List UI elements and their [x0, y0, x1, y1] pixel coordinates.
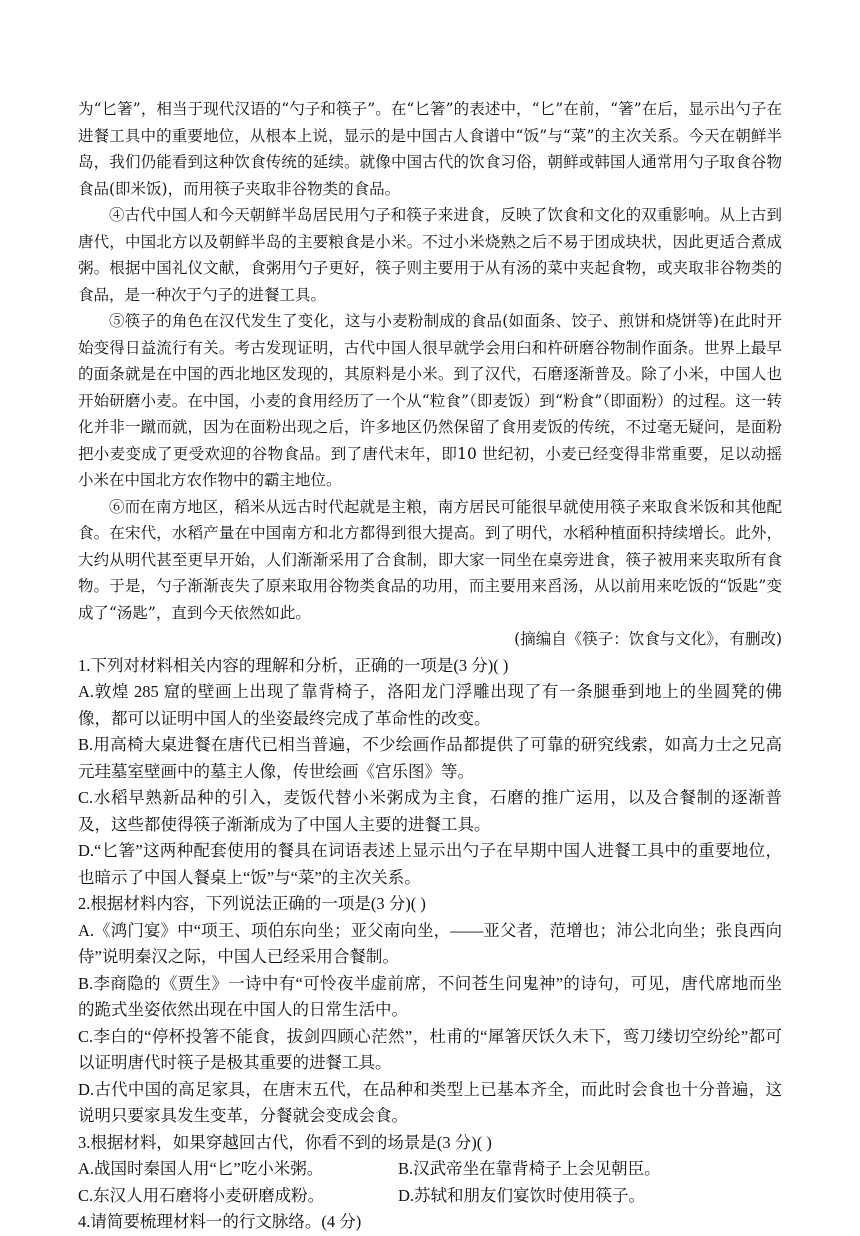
- question-4: [78, 1209, 782, 1236]
- question-2-option-a: A.《鸿门宴》中“项王、项伯东向坐；亚父南向坐，——亚父者，范增也；沛公北向坐；张良西向侍”说明秦汉之际，中国人已经采用合餐制。: [78, 920, 782, 966]
- passage-paragraph-continued: 为“匕箸”，相当于现代汉语的“勺子和筷子”。在“匕箸”的表述中，“匕”在前，“箸”在后，显示出勺子在进餐工具中的重要地位，从根本上说，显示的是中国古人食谱中“饭”与“菜”的主次关系。今天在朝鲜半岛，我们仍能看到这种饮食传统的延续。就像中国古代的饮食习俗，朝鲜或韩国人通常用勺子取食谷物食品(即米饭)，而用筷子夹取非谷物类的食品。: [78, 100, 782, 198]
- question-4-stem: 4.请简要梳理材料一的行文脉络。(4 分): [78, 1212, 362, 1231]
- question-3-option-c: C.东汉人用石磨将小麦研磨成粉。: [78, 1185, 325, 1205]
- question-3-options-row-2: [78, 1183, 782, 1210]
- passage-paragraph-6: ⑥而在南方地区，稻米从远古时代起就是主粮，南方居民可能很早就使用筷子来取食米饭和其他配食。在宋代，水稻产量在中国南方和北方都得到很大提高。到了明代，水稻种植面积持续增长。此外，大约从明代甚至更早开始，人们渐渐采用了合食制，即大家一同坐在桌旁进食，筷子被用来夹取所有食物。于是，勺子渐渐丧失了原来取用谷物类食品的功用，而主要用来舀汤，从以前用来吃饭的“饭匙”变成了“汤匙”，直到今天依然如此。: [78, 497, 782, 622]
- question-1-option-b: B.用高椅大桌进餐在唐代已相当普遍，不少绘画作品都提供了可靠的研究线索，如高力士之兄高元珪墓室壁画中的墓主人像，传世绘画《宫乐图》等。: [78, 735, 782, 781]
- question-2-option-d: D.古代中国的高足家具，在唐末五代，在品种和类型上已基本齐全，而此时会食也十分普遍，这说明只要家具发生变革，分餐就会变成会食。: [78, 1079, 782, 1125]
- question-3-stem: 3.根据材料，如果穿越回古代，你看不到的场景是(3 分)( ): [78, 1132, 492, 1152]
- exam-page: [78, 96, 782, 1236]
- question-2-option-b: B.李商隐的《贾生》一诗中有“可怜夜半虚前席，不问苍生问鬼神”的诗句，可见，唐代席地而坐的跪式坐姿依然出现在中国人的日常生活中。: [78, 973, 782, 1019]
- question-1-stem: 1.下列对材料相关内容的理解和分析，正确的一项是(3 分)( ): [78, 655, 509, 675]
- question-3-option-d: D.苏轼和朋友们宴饮时使用筷子。: [398, 1185, 646, 1205]
- question-1-option-d: D.“匕箸”这两种配套使用的餐具在词语表述上显示出勺子在早期中国人进餐工具中的重要地位，也暗示了中国人餐桌上“饭”与“菜”的主次关系。: [78, 841, 782, 887]
- question-2-stem: 2.根据材料内容，下列说法正确的一项是(3 分)( ): [78, 894, 426, 913]
- question-3-option-b: B.汉武帝坐在靠背椅子上会见朝臣。: [398, 1159, 661, 1178]
- question-2-option-c: C.李白的“停杯投箸不能食，拔剑四顾心茫然”，杜甫的“犀箸厌饫久未下，鸾刀缕切空纷纶”都可以证明唐代时筷子是极其重要的进餐工具。: [78, 1026, 782, 1072]
- question-3-option-a: A.战国时秦国人用“匕”吃小米粥。: [78, 1159, 324, 1178]
- passage-paragraph-4: ④古代中国人和今天朝鲜半岛居民用勺子和筷子来进食，反映了饮食和文化的双重影响。从上古到唐代，中国北方以及朝鲜半岛的主要粮食是小米。不过小米烧熟之后不易于团成块状，因此更适合煮成粥。根据中国礼仪文献，食粥用勺子更好，筷子则主要用于从有汤的菜中夹起食物，或夹取非谷物类的食品，是一种次于勺子的进餐工具。: [78, 206, 782, 304]
- question-2: [78, 891, 782, 1130]
- question-3: [78, 1130, 782, 1210]
- question-1: [78, 653, 782, 892]
- passage-source: (摘编自《筷子：饮食与文化》，有删改): [514, 630, 782, 648]
- question-1-option-c: C.水稻早熟新品种的引入，麦饭代替小米粥成为主食，石磨的推广运用，以及合餐制的逐渐普及，这些都使得筷子渐渐成为了中国人主要的进餐工具。: [78, 788, 782, 834]
- question-3-options-row-1: [78, 1156, 782, 1183]
- passage-paragraph-5: ⑤筷子的角色在汉代发生了变化，这与小麦粉制成的食品(如面条、饺子、煎饼和烧饼等)在此时开始变得日益流行有关。考古发现证明，古代中国人很早就学会用臼和杵研磨谷物制作面条。世界上最早的面条就是在中国的西北地区发现的，其原料是小米。到了汉代，石磨逐渐普及。除了小米，中国人也开始研磨小麦。在中国，小麦的食用经历了一个从“粒食”（即麦饭）到“粉食”（即面粉）的过程。这一转化并非一蹴而就，因为在面粉出现之后，许多地区仍然保留了食用麦饭的传统，不过毫无疑问，是面粉把小麦变成了更受欢迎的谷物食品。到了唐代末年，即10 世纪初，小麦已经变得非常重要，足以动摇小米在中国北方农作物中的霸主地位。: [78, 312, 782, 489]
- question-1-option-a: A.敦煌 285 窟的壁画上出现了靠背椅子，洛阳龙门浮雕出现了有一条腿垂到地上的坐圆凳的佛像，都可以证明中国人的坐姿最终完成了革命性的改变。: [78, 682, 782, 728]
